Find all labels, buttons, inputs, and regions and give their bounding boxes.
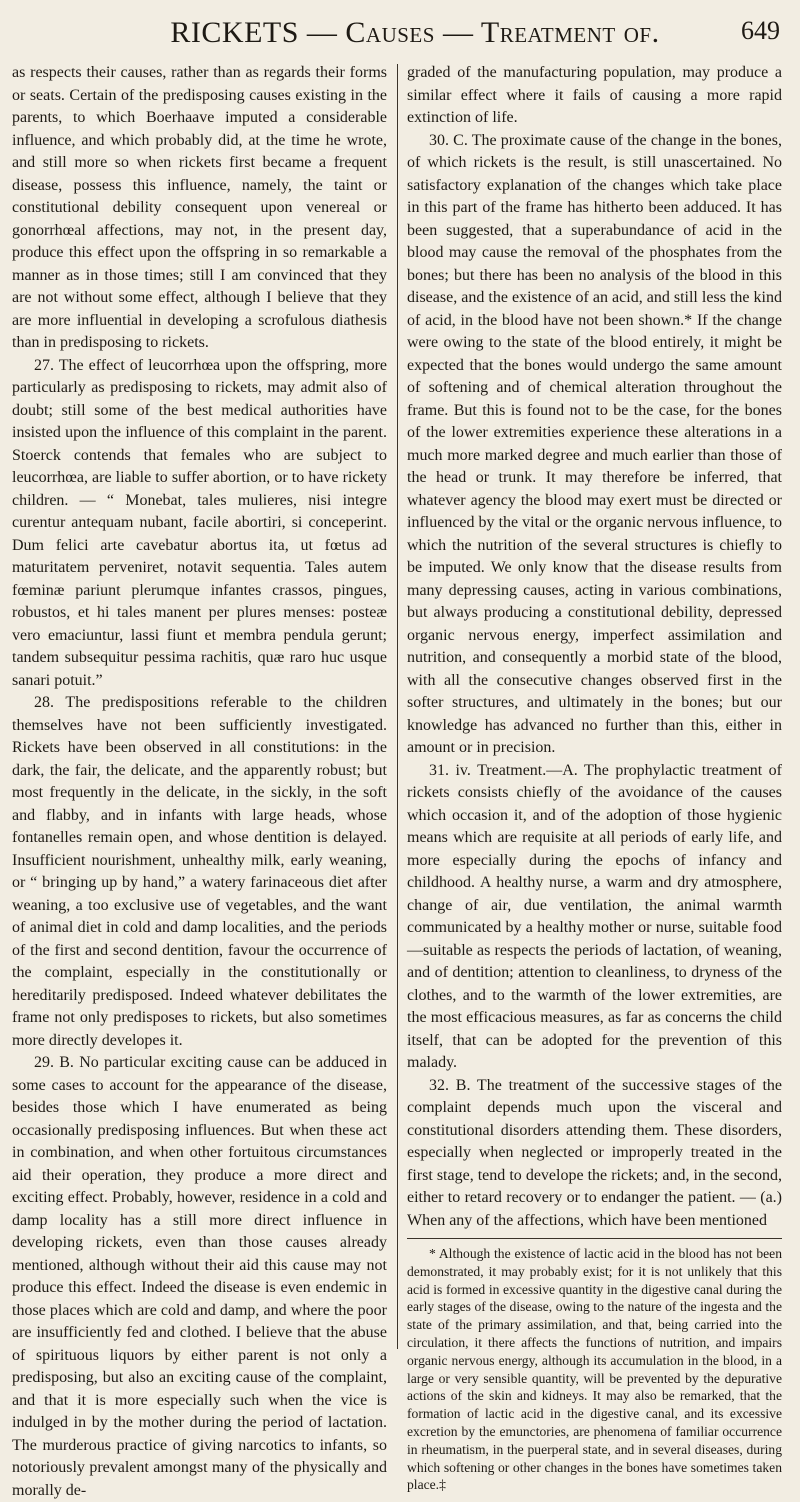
paragraph: 27. The effect of leucorrhœa upon the offspring, more particularly as predisposing to rickets, may admit also of doubt; still some of the best medical authorities have insisted upon the influence of this complaint in the parent. Stoerck contends that females who are subject to leucorrhœa, are liable to suffer abortion, or to have rickety children. — “ Monebat, tales mulieres, nisi integre curentur antequam nubant, facile abortiri, si conceperint. Dum felici arte cavebatur abortus ita, ut fœtus ad maturitatem perveniret, notavit sequentia. Tales autem fœminæ pariunt plerumque infantes crassos, pingues, robustos, et hi tales manent per plures menses: posteæ vero emaciuntur, lassi fiunt et membra pendula gerunt; tandem subsequitur pessima rachitis, quæ raro huc usque sanari potuit.”: [12, 356, 387, 689]
running-head: [50, 16, 780, 60]
footnote: * Although the existence of lactic acid in the blood has not been demonstrated, it may probably exist; for it is not unlikely that this acid is formed in excessive quantity in the digestive canal during the early stages of the disease, owing to the nature of the ingesta and the state of the primary assimilation, and that, being carried into the circulation, it there affects the functions of nutrition, and impairs organic nervous energy, although its accumulation in the blood, in a large or very sensible quantity, will be prevented by the depurative actions of the skin and kidneys. It may also be remarked, that the formation of lactic acid in the digestive canal, and its excessive excretion by the emunctories, are phenomena of familiar occurrence in rheumatism, in the puerperal state, and in several diseases, during which softening or other changes in the bones have sometimes taken place.‡: [407, 1246, 782, 1493]
paragraph: graded of the manufacturing population, may produce a similar effect where it fails of causing a more rapid extinction of life.: [407, 64, 782, 126]
right-column: [407, 62, 782, 1493]
paragraph: 28. The predispositions referable to the children themselves have not been sufficiently investigated. Rickets have been observed in all constitutions: in the dark, the fair, the delicate, and the apparently robust; but most frequently in the delicate, in the sickly, in the soft and flabby, and in infants with large heads, whose fontanelles remain open, and whose dentition is delayed. Insufficient nourishment, unhealthy milk, early weaning, or “ bringing up by hand,” a watery farinaceous diet after weaning, a too exclusive use of vegetables, and the want of animal diet in cold and damp localities, and the periods of the first and second dentition, favour the occurrence of the complaint, especially in the constitutionally or hereditarily predisposed. Indeed whatever debilitates the frame not only predisposes to rickets, but also sometimes more directly developes it.: [12, 694, 387, 1049]
left-column: [12, 62, 387, 1499]
paragraph: 30. C. The proximate cause of the change in the bones, of which rickets is the result, is still unascertained. No satisfactory explanation of the changes which take place in this part of the frame has hitherto been adduced. It has been suggested, that a superabundance of acid in the blood may cause the removal of the phosphates from the bones; but there has been no analysis of the blood in this disease, and the existence of an acid, and still less the kind of acid, in the blood have not been shown.* If the change were owing to the state of the blood entirely, it might be expected that the bones would undergo the same amount of softening and of chemical alteration throughout the frame. But this is found not to be the case, for the bones of the lower extremities experience these alterations in a much more marked degree and much earlier than those of the head or trunk. It may therefore be inferred, that whatever agency the blood may exert must be directed or influenced by the vital or the organic nervous influence, to which the nutrition of the several structures is chiefly to be imputed. We only know that the disease results from many depressing causes, acting in various combinations, but always producing a constitutional debility, depressed organic nervous energy, imperfect assimilation and nutrition, and consequently a morbid state of the blood, with all the consecutive changes observed first in the softer structures, and ultimately in the bones; but our knowledge has advanced no further than this, either in amount or in precision.: [407, 131, 782, 756]
paragraph: 29. B. No particular exciting cause can be adduced in some cases to account for the appearance of the disease, besides those which I have enumerated as being occasionally predisposing influences. But when these act in combination, and when other fortuitous circumstances aid their operation, they produce a more direct and exciting effect. Probably, however, residence in a cold and damp locality has a still more direct influence in developing rickets, even than those causes already mentioned, although without their aid this cause may not produce this effect. Indeed the disease is even endemic in those places which are cold and damp, and where the poor are insufficiently fed and clothed. I believe that the abuse of spirituous liquors by either parent is not only a predisposing, but also an exciting cause of the complaint, and that it is more especially such when the vice is indulged in by the mother during the period of lactation. The murderous practice of giving narcotics to infants, so notoriously prevalent amongst many of the physically and morally de-: [12, 1054, 387, 1499]
column-divider: [397, 64, 398, 1349]
paragraph: 31. iv. Treatment.—A. The prophylactic treatment of rickets consists chiefly of the avoidance of the causes which occasion it, and of the adoption of those hygienic means which are requisite at all periods of early life, and more especially during the epochs of infancy and childhood. A healthy nurse, a warm and dry atmosphere, change of air, due ventilation, the animal warmth communicated by a healthy mother or nurse, suitable food—suitable as respects the periods of lactation, of weaning, and of dentition; attention to cleanliness, to dryness of the clothes, and to the warmth of the lower extremities, are the most efficacious measures, as far as concerns the child itself, that can be adopted for the prevention of this malady.: [407, 761, 782, 1071]
footnote-rule: [407, 1238, 782, 1239]
paragraph: as respects their causes, rather than as regards their forms or seats. Certain of the predisposing causes existing in the parents, to which Boerhaave imputed a considerable influence, and which probably did, at the time he wrote, and still more so when rickets first became a frequent disease, possess this influence, namely, the taint or constitutional debility consequent upon venereal or gonorrhœal affections, may not, in the present day, produce this effect upon the offspring in so remarkable a manner as in those times; still I am convinced that they are not without some effect, although I believe that they are more influential in developing a scrofulous diathesis than in predisposing to rickets.: [12, 64, 387, 351]
running-title: RICKETS — Causes — Treatment of.: [170, 16, 660, 49]
paragraph: 32. B. The treatment of the successive stages of the complaint depends much upon the visceral and constitutional disorders attending them. These disorders, especially when neglected or improperly treated in the first stage, tend to develope the rickets; and, in the second, either to retard recovery or to endanger the patient. — (a.) When any of the affections, which have been mentioned: [407, 1076, 782, 1229]
page-number: 649: [741, 16, 780, 45]
